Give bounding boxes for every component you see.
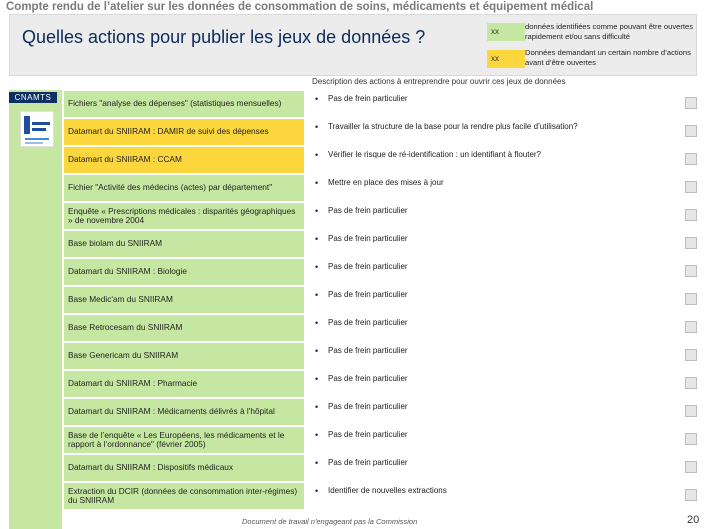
row-checkbox[interactable] <box>685 237 697 249</box>
dataset-name-text: Datamart du SNIIRAM : Pharmacie <box>68 378 198 389</box>
dataset-name-text: Datamart du SNIIRAM : Médicaments délivrés à l'hôpital <box>68 406 275 417</box>
dataset-name <box>64 343 304 369</box>
dataset-name-text: Extraction du DCIR (données de consommation inter-régimes) du SNIIRAM <box>68 485 298 505</box>
table-row <box>64 174 704 202</box>
top-header-title: Compte rendu de l’atelier sur les données de consommation de soins, médicaments et équipement médical <box>6 1 594 13</box>
table-row <box>64 370 704 398</box>
legend-orange-text: Données demandant un certain nombre d’actions avant d’être ouvertes <box>525 48 691 67</box>
bullet-icon: • <box>315 430 319 440</box>
action-description: Pas de frein particulier <box>328 94 408 103</box>
legend-orange-swatch: xx <box>487 50 525 68</box>
action-description: Identifier de nouvelles extractions <box>328 486 447 495</box>
table-row <box>64 90 704 118</box>
dataset-name-text: Base de l’enquête « Les Européens, les médicaments et le rapport à l’ordonnance" (février 2005) <box>68 429 285 449</box>
organization-label: CNAMTS <box>9 92 57 103</box>
table-row <box>64 426 704 454</box>
table-row <box>64 146 704 174</box>
table-row <box>64 118 704 146</box>
dataset-name-text: Datamart du SNIIRAM : Biologie <box>68 266 187 277</box>
bullet-icon: • <box>315 150 319 160</box>
table-row <box>64 482 704 510</box>
action-description: Pas de frein particulier <box>328 234 408 243</box>
dataset-name-text: Base Medic'am du SNIIRAM <box>68 294 173 305</box>
dataset-name <box>64 119 304 145</box>
action-description: Pas de frein particulier <box>328 290 408 299</box>
row-checkbox[interactable] <box>685 209 697 221</box>
page-title: Quelles actions pour publier les jeux de données ? <box>22 27 426 47</box>
column-header: Description des actions à entreprendre pour ouvrir ces jeux de données <box>312 77 566 86</box>
action-description: Pas de frein particulier <box>328 430 408 439</box>
bullet-icon: • <box>315 178 319 188</box>
dataset-name-text: Datamart du SNIIRAM : DAMIR de suivi des dépenses <box>68 126 269 137</box>
dataset-name-text: Base Genericam du SNIIRAM <box>68 350 179 361</box>
bullet-icon: • <box>315 402 319 412</box>
dataset-name <box>64 427 304 453</box>
title-band <box>9 14 697 76</box>
legend-green-text: données identifiées comme pouvant être ouvertes rapidement et/ou sans difficulté <box>525 22 694 41</box>
dataset-list <box>64 90 704 510</box>
table-row <box>64 342 704 370</box>
action-description: Pas de frein particulier <box>328 402 408 411</box>
dataset-name-text: Fichier "Activité des médecins (actes) par département" <box>68 182 273 193</box>
dataset-name <box>64 91 304 117</box>
dataset-name <box>64 399 304 425</box>
action-description: Pas de frein particulier <box>328 458 408 467</box>
action-description: Pas de frein particulier <box>328 346 408 355</box>
table-row <box>64 202 704 230</box>
bullet-icon: • <box>315 486 319 496</box>
table-row <box>64 230 704 258</box>
dataset-name <box>64 315 304 341</box>
bullet-icon: • <box>315 94 319 104</box>
bullet-icon: • <box>315 458 319 468</box>
dataset-name-text: Base Retrocesam du SNIIRAM <box>68 322 183 333</box>
table-row <box>64 286 704 314</box>
table-row <box>64 258 704 286</box>
row-checkbox[interactable] <box>685 181 697 193</box>
page-number: 20 <box>687 514 700 526</box>
dataset-name <box>64 287 304 313</box>
dataset-name <box>64 231 304 257</box>
action-description: Travailler la structure de la base pour la rendre plus facile d’utilisation? <box>328 122 578 131</box>
dataset-name-text: Enquête « Prescriptions médicales : disparités géographiques » de novembre 2004 <box>68 205 296 225</box>
organization-column <box>9 90 62 529</box>
row-checkbox[interactable] <box>685 321 697 333</box>
dataset-name <box>64 259 304 285</box>
action-description: Vérifier le risque de ré-identification : un identifiant à flouter? <box>328 150 542 159</box>
row-checkbox[interactable] <box>685 349 697 361</box>
row-checkbox[interactable] <box>685 97 697 109</box>
row-checkbox[interactable] <box>685 433 697 445</box>
assurance-maladie-logo-icon <box>20 111 54 147</box>
bullet-icon: • <box>315 346 319 356</box>
row-checkbox[interactable] <box>685 153 697 165</box>
dataset-name <box>64 483 304 509</box>
row-checkbox[interactable] <box>685 489 697 501</box>
dataset-name <box>64 175 304 201</box>
table-row <box>64 398 704 426</box>
bullet-icon: • <box>315 262 319 272</box>
action-description: Pas de frein particulier <box>328 374 408 383</box>
action-description: Pas de frein particulier <box>328 206 408 215</box>
row-checkbox[interactable] <box>685 265 697 277</box>
row-checkbox[interactable] <box>685 125 697 137</box>
bullet-icon: • <box>315 234 319 244</box>
bullet-icon: • <box>315 122 319 132</box>
row-checkbox[interactable] <box>685 461 697 473</box>
dataset-name-text: Datamart du SNIIRAM : Dispositifs médicaux <box>68 462 234 473</box>
dataset-name <box>64 147 304 173</box>
dataset-name <box>64 371 304 397</box>
bullet-icon: • <box>315 318 319 328</box>
legend-green-swatch: xx <box>487 23 525 41</box>
bullet-icon: • <box>315 374 319 384</box>
dataset-name-text: Fichiers "analyse des dépenses" (statistiques mensuelles) <box>68 98 282 109</box>
row-checkbox[interactable] <box>685 377 697 389</box>
bullet-icon: • <box>315 206 319 216</box>
table-row <box>64 454 704 482</box>
dataset-name <box>64 203 304 229</box>
action-description: Mettre en place des mises à jour <box>328 178 444 187</box>
dataset-name-text: Datamart du SNIIRAM : CCAM <box>68 154 182 165</box>
bullet-icon: • <box>315 290 319 300</box>
table-row <box>64 314 704 342</box>
row-checkbox[interactable] <box>685 405 697 417</box>
dataset-name-text: Base biolam du SNIIRAM <box>68 238 163 249</box>
action-description: Pas de frein particulier <box>328 318 408 327</box>
action-description: Pas de frein particulier <box>328 262 408 271</box>
dataset-name <box>64 455 304 481</box>
footer-note: Document de travail n'engageant pas la Commission <box>242 517 418 526</box>
row-checkbox[interactable] <box>685 293 697 305</box>
